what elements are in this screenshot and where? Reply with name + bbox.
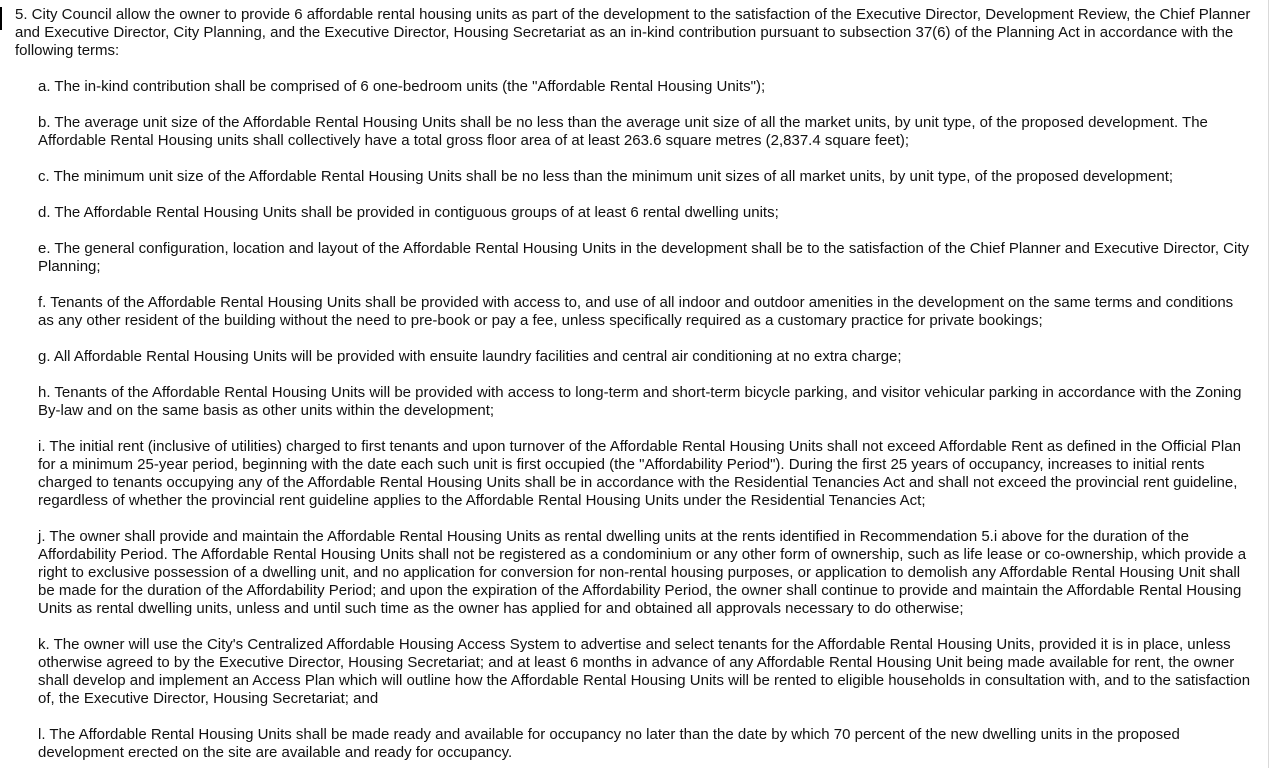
clause-item-a: a. The in-kind contribution shall be comprised of 6 one-bedroom units (the "Affordable Rental Housing Units"); bbox=[38, 78, 766, 95]
clause-item-d: d. The Affordable Rental Housing Units shall be provided in contiguous groups of at least 6 rental dwelling units; bbox=[38, 204, 779, 221]
clause-item-c: c. The minimum unit size of the Affordable Rental Housing Units shall be no less than the minimum unit sizes of all market units, by unit type, of the proposed development; bbox=[38, 168, 1174, 185]
clause-item-j: j. The owner shall provide and maintain the Affordable Rental Housing Units as rental dwelling units at the rents identified in Recommendation 5.i above for the duration of the Affordability Period. The Affordable Rental Housing Units shall not be registered as a condominium or any other form of ownership, such as life lease or co-ownership, which provide a right to exclusive possession of a dwelling unit, and no application for conversion for non-rental housing purposes, or application to demolish any Affordable Rental Housing Unit shall be made for the duration of the Affordability Period; and upon the expiration of the Affordability Period, the owner shall continue to provide and maintain the Affordable Rental Housing Units as rental dwelling units, unless and until such time as the owner has applied for and obtained all approvals necessary to do otherwise; bbox=[38, 528, 1247, 617]
clause-item-k: k. The owner will use the City's Centralized Affordable Housing Access System to advertise and select tenants for the Affordable Rental Housing Units, provided it is in place, unless otherwise agreed to by the Executive Director, Housing Secretariat; and at least 6 months in advance of any Affordable Rental Housing Unit being made available for rent, the owner shall develop and implement an Access Plan which will outline how the Affordable Rental Housing Units will be rented to eligible households in consultation with, and to the satisfaction of, the Executive Director, Housing Secretariat; and bbox=[38, 636, 1251, 707]
clause-item-f: f. Tenants of the Affordable Rental Housing Units shall be provided with access to, and use of all indoor and outdoor amenities in the development on the same terms and conditions as any other resident of the building without the need to pre-book or pay a fee, unless specifically required as a customary practice for private bookings; bbox=[38, 294, 1234, 329]
clause-item-h: h. Tenants of the Affordable Rental Housing Units will be provided with access to long-term and short-term bicycle parking, and visitor vehicular parking in accordance with the Zoning By-law and on the same basis as other units within the development; bbox=[38, 384, 1242, 419]
clause-item-i: i. The initial rent (inclusive of utilities) charged to first tenants and upon turnover of the Affordable Rental Housing Units shall not exceed Affordable Rent as defined in the Official Plan for a minimum 25-year period, beginning with the date each such unit is first occupied (the "Affordability Period"). During the first 25 years of occupancy, increases to initial rents charged to tenants occupying any of the Affordable Rental Housing Units shall be in accordance with the Residential Tenancies Act and shall not exceed the provincial rent guideline, regardless of whether the provincial rent guideline applies to the Affordable Rental Housing Units under the Residential Tenancies Act; bbox=[38, 438, 1241, 509]
page-edge-divider bbox=[1268, 0, 1269, 768]
document-text-block bbox=[15, 6, 1252, 768]
clause-item-l: l. The Affordable Rental Housing Units shall be made ready and available for occupancy no later than the date by which 70 percent of the new dwelling units in the proposed development erected on the site are available and ready for occupancy. bbox=[38, 726, 1180, 761]
text-cursor bbox=[0, 7, 2, 30]
clause-item-g: g. All Affordable Rental Housing Units will be provided with ensuite laundry facilities and central air conditioning at no extra charge; bbox=[38, 348, 902, 365]
clause-item-b: b. The average unit size of the Affordable Rental Housing Units shall be no less than the average unit size of all the market units, by unit type, of the proposed development. The Affordable Rental Housing units shall collectively have a total gross floor area of at least 263.6 square metres (2,837.4 square feet); bbox=[38, 114, 1208, 149]
intro-paragraph: 5. City Council allow the owner to provide 6 affordable rental housing units as part of the development to the satisfaction of the Executive Director, Development Review, the Chief Planner and Executive Director, City Planning, and the Executive Director, Housing Secretariat as an in-kind contribution pursuant to subsection 37(6) of the Planning Act in accordance with the following terms: bbox=[15, 6, 1251, 59]
clause-item-e: e. The general configuration, location and layout of the Affordable Rental Housing Units in the development shall be to the satisfaction of the Chief Planner and Executive Director, City Planning; bbox=[38, 240, 1250, 275]
